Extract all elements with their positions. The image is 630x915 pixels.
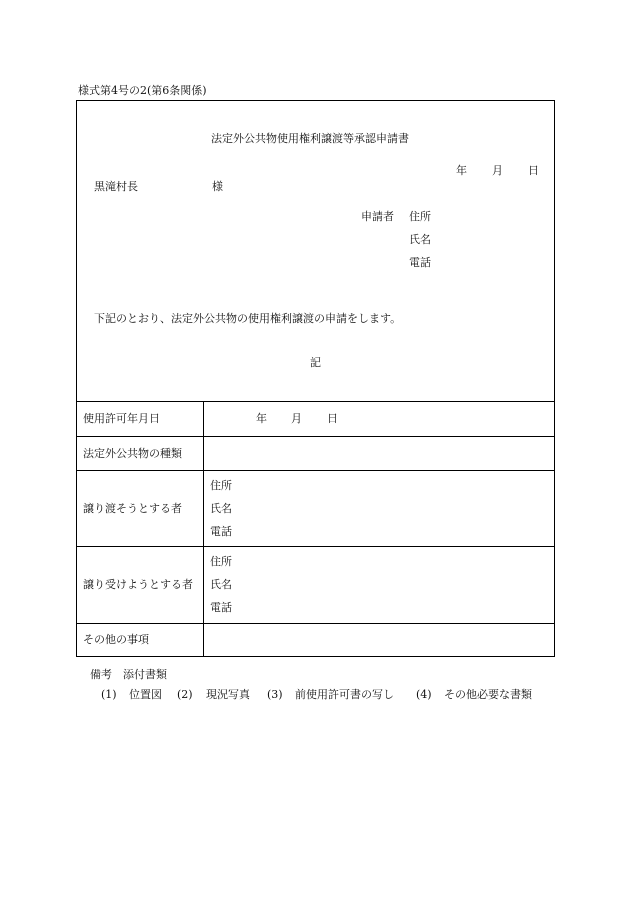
addressee-name: 黒滝村長 <box>94 180 138 193</box>
addressee-honorific: 様 <box>212 180 223 193</box>
note-item-text: 位置図 <box>129 688 162 701</box>
transferor-phone: 電話 <box>210 525 232 538</box>
type-label: 法定外公共物の種類 <box>83 447 182 460</box>
permit-date-year: 年 <box>256 412 267 425</box>
note-item-text: その他必要な書類 <box>444 688 532 701</box>
form-frame <box>76 100 555 657</box>
permit-date-day: 日 <box>327 412 338 425</box>
statement-text: 下記のとおり、法定外公共物の使用権利譲渡の申請をします。 <box>94 312 402 325</box>
transferee-name: 氏名 <box>210 578 232 591</box>
column-divider <box>203 401 204 657</box>
transferee-phone: 電話 <box>210 601 232 614</box>
divider-line <box>76 436 555 437</box>
note-item-num: (2) <box>177 688 193 701</box>
divider-line <box>76 470 555 471</box>
applicant-name-label: 氏名 <box>409 233 431 246</box>
notes-heading: 備考 添付書類 <box>90 668 167 681</box>
ki-heading: 記 <box>310 356 321 369</box>
date-day: 日 <box>528 164 539 177</box>
applicant-address-label: 住所 <box>409 210 431 223</box>
transferee-address: 住所 <box>210 555 232 568</box>
transferee-label: 譲り受けようとする者 <box>83 578 193 591</box>
date-year: 年 <box>456 164 467 177</box>
form-number: 様式第4号の2(第6条関係) <box>78 84 207 97</box>
note-item-text: 現況写真 <box>206 688 250 701</box>
date-month: 月 <box>492 164 503 177</box>
note-item-num: (3) <box>267 688 283 701</box>
divider-line <box>76 546 555 547</box>
note-item-text: 前使用許可書の写し <box>295 688 394 701</box>
divider-line <box>76 623 555 624</box>
divider-line <box>76 401 555 402</box>
permit-date-label: 使用許可年月日 <box>83 412 160 425</box>
applicant-label: 申請者 <box>361 210 394 223</box>
permit-date-month: 月 <box>291 412 302 425</box>
note-item-num: (1) <box>101 688 117 701</box>
transferor-address: 住所 <box>210 479 232 492</box>
applicant-phone-label: 電話 <box>409 256 431 269</box>
transferor-label: 譲り渡そうとする者 <box>83 502 182 515</box>
form-title: 法定外公共物使用権利譲渡等承認申請書 <box>211 132 409 145</box>
other-label: その他の事項 <box>83 633 149 646</box>
note-item-num: (4) <box>416 688 432 701</box>
transferor-name: 氏名 <box>210 502 232 515</box>
